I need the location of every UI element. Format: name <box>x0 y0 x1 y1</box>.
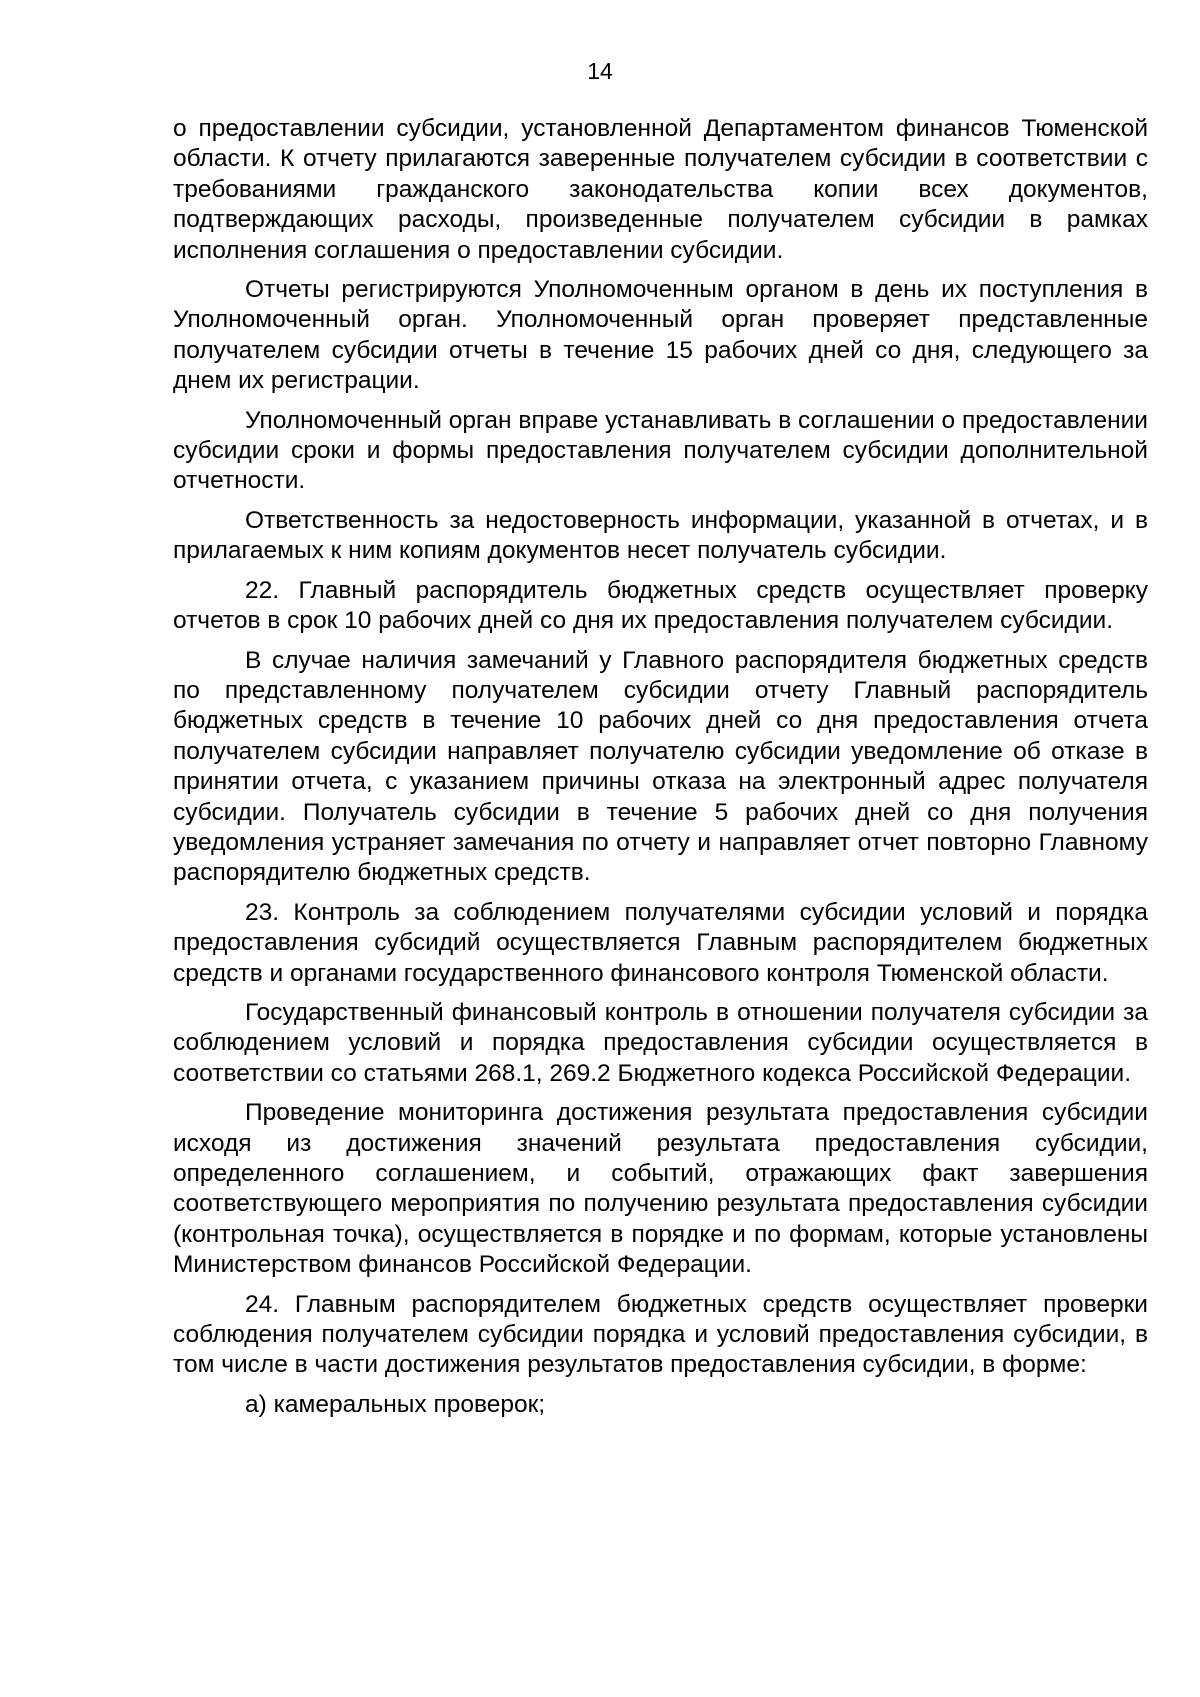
paragraph-item-24: 24. Главным распорядителем бюджетных средств осуществляет проверки соблюдения получателем субсидии порядка и условий предоставления субсидии, в том числе в части достижения результатов предоставления субсидии, в форме: <box>173 1290 1148 1379</box>
document-body <box>173 114 1148 1429</box>
paragraph-state-financial-control: Государственный финансовый контроль в отношении получателя субсидии за соблюдением условий и порядка предоставления субсидии осуществляется в соответствии со статьями 268.1, 269.2 Бюджетного кодекса Российской Федерации. <box>173 998 1148 1087</box>
paragraph-remarks-procedure: В случае наличия замечаний у Главного распорядителя бюджетных средств по представленному получателем субсидии отчету Главный распорядитель бюджетных средств в течение 10 рабочих дней со дня предоставления отчета получателем субсидии направляет получателю субсидии уведомление об отказе в принятии отчета, с указанием причины отказа на электронный адрес получателя субсидии. Получатель субсидии в течение 5 рабочих дней со дня получения уведомления устраняет замечания по отчету и направляет отчет повторно Главному распорядителю бюджетных средств. <box>173 646 1148 887</box>
list-item-a: а) камеральных проверок; <box>245 1390 546 1418</box>
paragraph-additional-reporting: Уполномоченный орган вправе устанавливать в соглашении о предоставлении субсидии сроки и формы предоставления получателем субсидии дополнительной отчетности. <box>173 406 1148 495</box>
paragraph-item-23: 23. Контроль за соблюдением получателями субсидии условий и порядка предоставления субсидий осуществляется Главным распорядителем бюджетных средств и органами государственного финансового контроля Тюменской области. <box>173 898 1148 987</box>
paragraph-report-registration: Отчеты регистрируются Уполномоченным органом в день их поступления в Уполномоченный орган. Уполномоченный орган проверяет представленные получателем субсидии отчеты в течение 15 рабочих дней со дня, следующего за днем их регистрации. <box>173 276 1148 395</box>
paragraph-monitoring: Проведение мониторинга достижения результата предоставления субсидии исходя из достижения значений результата предоставления субсидии, определенного соглашением, и событий, отражающих факт завершения соответствующего мероприятия по получению результата предоставления субсидии (контрольная точка), осуществляется в порядке и по формам, которые установлены Министерством финансов Российской Федерации. <box>173 1099 1148 1279</box>
paragraph-item-22: 22. Главный распорядитель бюджетных средств осуществляет проверку отчетов в срок 10 рабочих дней со дня их предоставления получателем субсидии. <box>173 576 1148 635</box>
paragraph-responsibility: Ответственность за недостоверность информации, указанной в отчетах, и в прилагаемых к ним копиям документов несет получатель субсидии. <box>173 506 1148 565</box>
page-number: 14 <box>587 58 613 84</box>
paragraph-report-attachments: о предоставлении субсидии, установленной Департаментом финансов Тюменской области. К отчету прилагаются заверенные получателем субсидии в соответствии с требованиями гражданского законодательства копии всех документов, подтверждающих расходы, произведенные получателем субсидии в рамках исполнения соглашения о предоставлении субсидии. <box>173 115 1148 264</box>
